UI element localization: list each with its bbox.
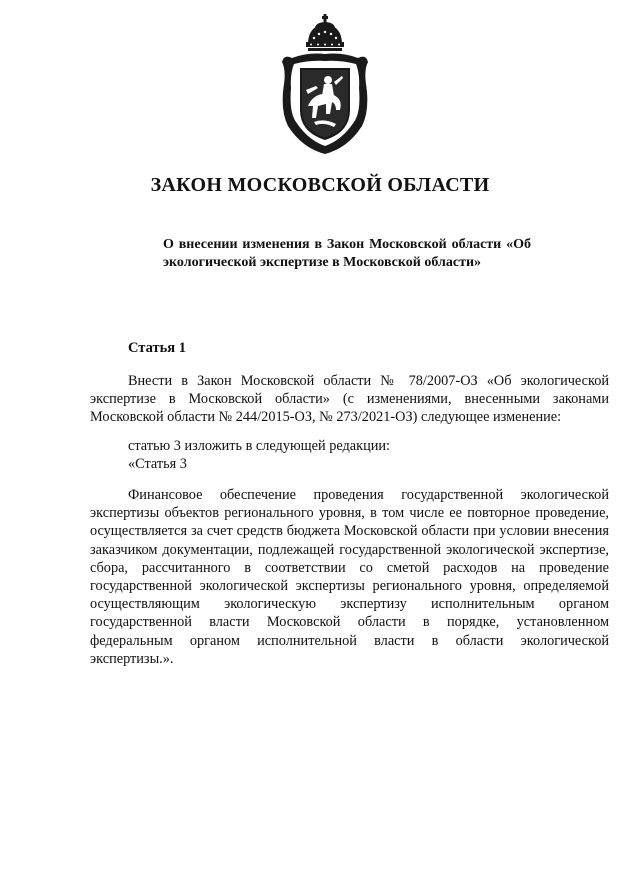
paragraph-article-3-body: Финансовое обеспечение проведения государственной экологической экспертизы объектов регионального уровня, в том числе ее повторное проведение, осуществляется за счет средств бюджета Московской области при условии внесения заказчиком документации, подлежащей государственной экологической экспертизе, сбора, рассчитанного в соответствии со сметой расходов на проведение государственной экологической экспертизы регионального уровня, определяемой осуществляющим экологическую экспертизу исполнительным органом государственной власти Московской области в порядке, установленном федеральным органом исполнительной власти в области экологической экспертизы.». bbox=[90, 487, 609, 667]
paragraph-instruction: статью 3 изложить в следующей редакции: bbox=[128, 438, 391, 454]
law-title: ЗАКОН МОСКОВСКОЙ ОБЛАСТИ bbox=[150, 174, 490, 196]
paragraph-amendment-intro: Внести в Закон Московской области № 78/2007-ОЗ «Об экологической экспертизе в Московской области» (с изменениями, внесенными законами Московской области № 244/2015-ОЗ, № 273/2021-ОЗ) следующее изменение: bbox=[90, 373, 609, 426]
article-heading: Статья 1 bbox=[128, 340, 186, 356]
coat-of-arms-icon bbox=[278, 14, 372, 156]
law-subtitle: О внесении изменения в Закон Московской области «Об экологической экспертизе в Московской области» bbox=[163, 237, 531, 270]
paragraph-article-3-heading: «Статья 3 bbox=[128, 456, 187, 472]
